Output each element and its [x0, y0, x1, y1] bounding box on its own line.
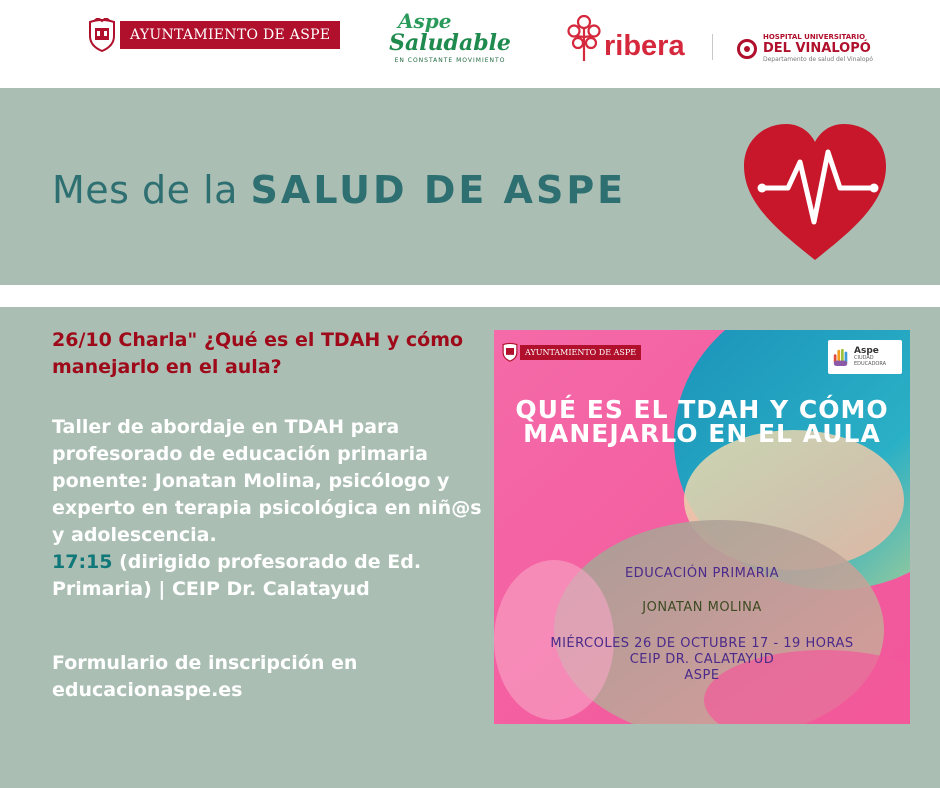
- badge-line1: Aspe: [854, 346, 879, 356]
- saludable-line2: Saludable: [389, 30, 511, 56]
- hospital-ring-icon: [736, 38, 758, 60]
- hand-icon: [832, 346, 850, 368]
- ribera-label: ribera: [604, 30, 685, 62]
- event-description-text: Taller de abordaje en TDAH para profesorado de educación primaria ponente: Jonatan Molina, psicólogo y experto en terapia psicológica en niñ@s y adolescencia.: [52, 416, 482, 546]
- saludable-line1: Aspe: [398, 9, 452, 33]
- poster-level: EDUCACIÓN PRIMARIA: [624, 566, 780, 581]
- poster-title-line1: QUÉ ES EL TDAH Y CÓMO: [515, 395, 889, 424]
- event-heading: 26/10 Charla" ¿Qué es el TDAH y cómo manejarlo en el aula?: [52, 329, 464, 378]
- hospital-line1: HOSPITAL UNIVERSITARIO: [763, 33, 866, 41]
- logo-header: [0, 0, 940, 88]
- poster-title: [494, 395, 910, 448]
- ribera-logo: [566, 12, 685, 63]
- ayuntamiento-logo: [88, 18, 340, 52]
- poster-title-line2: MANEJARLO EN EL AULA: [523, 419, 881, 448]
- aspe-saludable-logo: [380, 10, 520, 72]
- title-prefix: Mes de la: [52, 168, 251, 212]
- event-poster: [494, 330, 910, 724]
- poster-place: CEIP DR. CALATAYUD: [629, 652, 775, 667]
- separator-strip: [0, 285, 940, 307]
- ayuntamiento-label: AYUNTAMIENTO DE ASPE: [120, 21, 340, 49]
- poster-ayuntamiento-label: AYUNTAMIENTO DE ASPE: [520, 345, 641, 360]
- poster-ayuntamiento-logo: [502, 342, 641, 362]
- poster-speaker: JONATAN MOLINA: [642, 600, 762, 615]
- title-bold: SALUD DE ASPE: [250, 168, 627, 212]
- logo-divider: [712, 34, 713, 60]
- shield-icon: [88, 18, 116, 52]
- hospital-line3: Departamento de salud del Vinalopó: [763, 56, 873, 63]
- event-time-details: (dirigido profesorado de Ed. Primaria) | CEIP Dr. Calatayud: [52, 551, 422, 600]
- heart-pulse-icon: [740, 122, 890, 262]
- badge-line2: CIUDAD EDUCADORA: [854, 355, 887, 367]
- page-title: [52, 168, 626, 212]
- poster-date: MIÉRCOLES 26 DE OCTUBRE 17 - 19 HORAS: [550, 636, 854, 651]
- shield-icon: [502, 342, 518, 362]
- event-description: [52, 414, 482, 603]
- poster-schedule: [494, 636, 910, 684]
- hospital-logo: [736, 34, 873, 63]
- registration-info: Formulario de inscripción en educacionaspe.es: [52, 652, 358, 701]
- hospital-line2: DEL VINALOPÓ: [763, 41, 871, 56]
- ciudad-educadora-badge: [828, 340, 902, 374]
- saludable-tagline: EN CONSTANTE MOVIMIENTO: [394, 57, 506, 64]
- poster-town: ASPE: [684, 668, 720, 683]
- event-time: 17:15: [52, 551, 113, 573]
- tree-icon: [566, 13, 602, 63]
